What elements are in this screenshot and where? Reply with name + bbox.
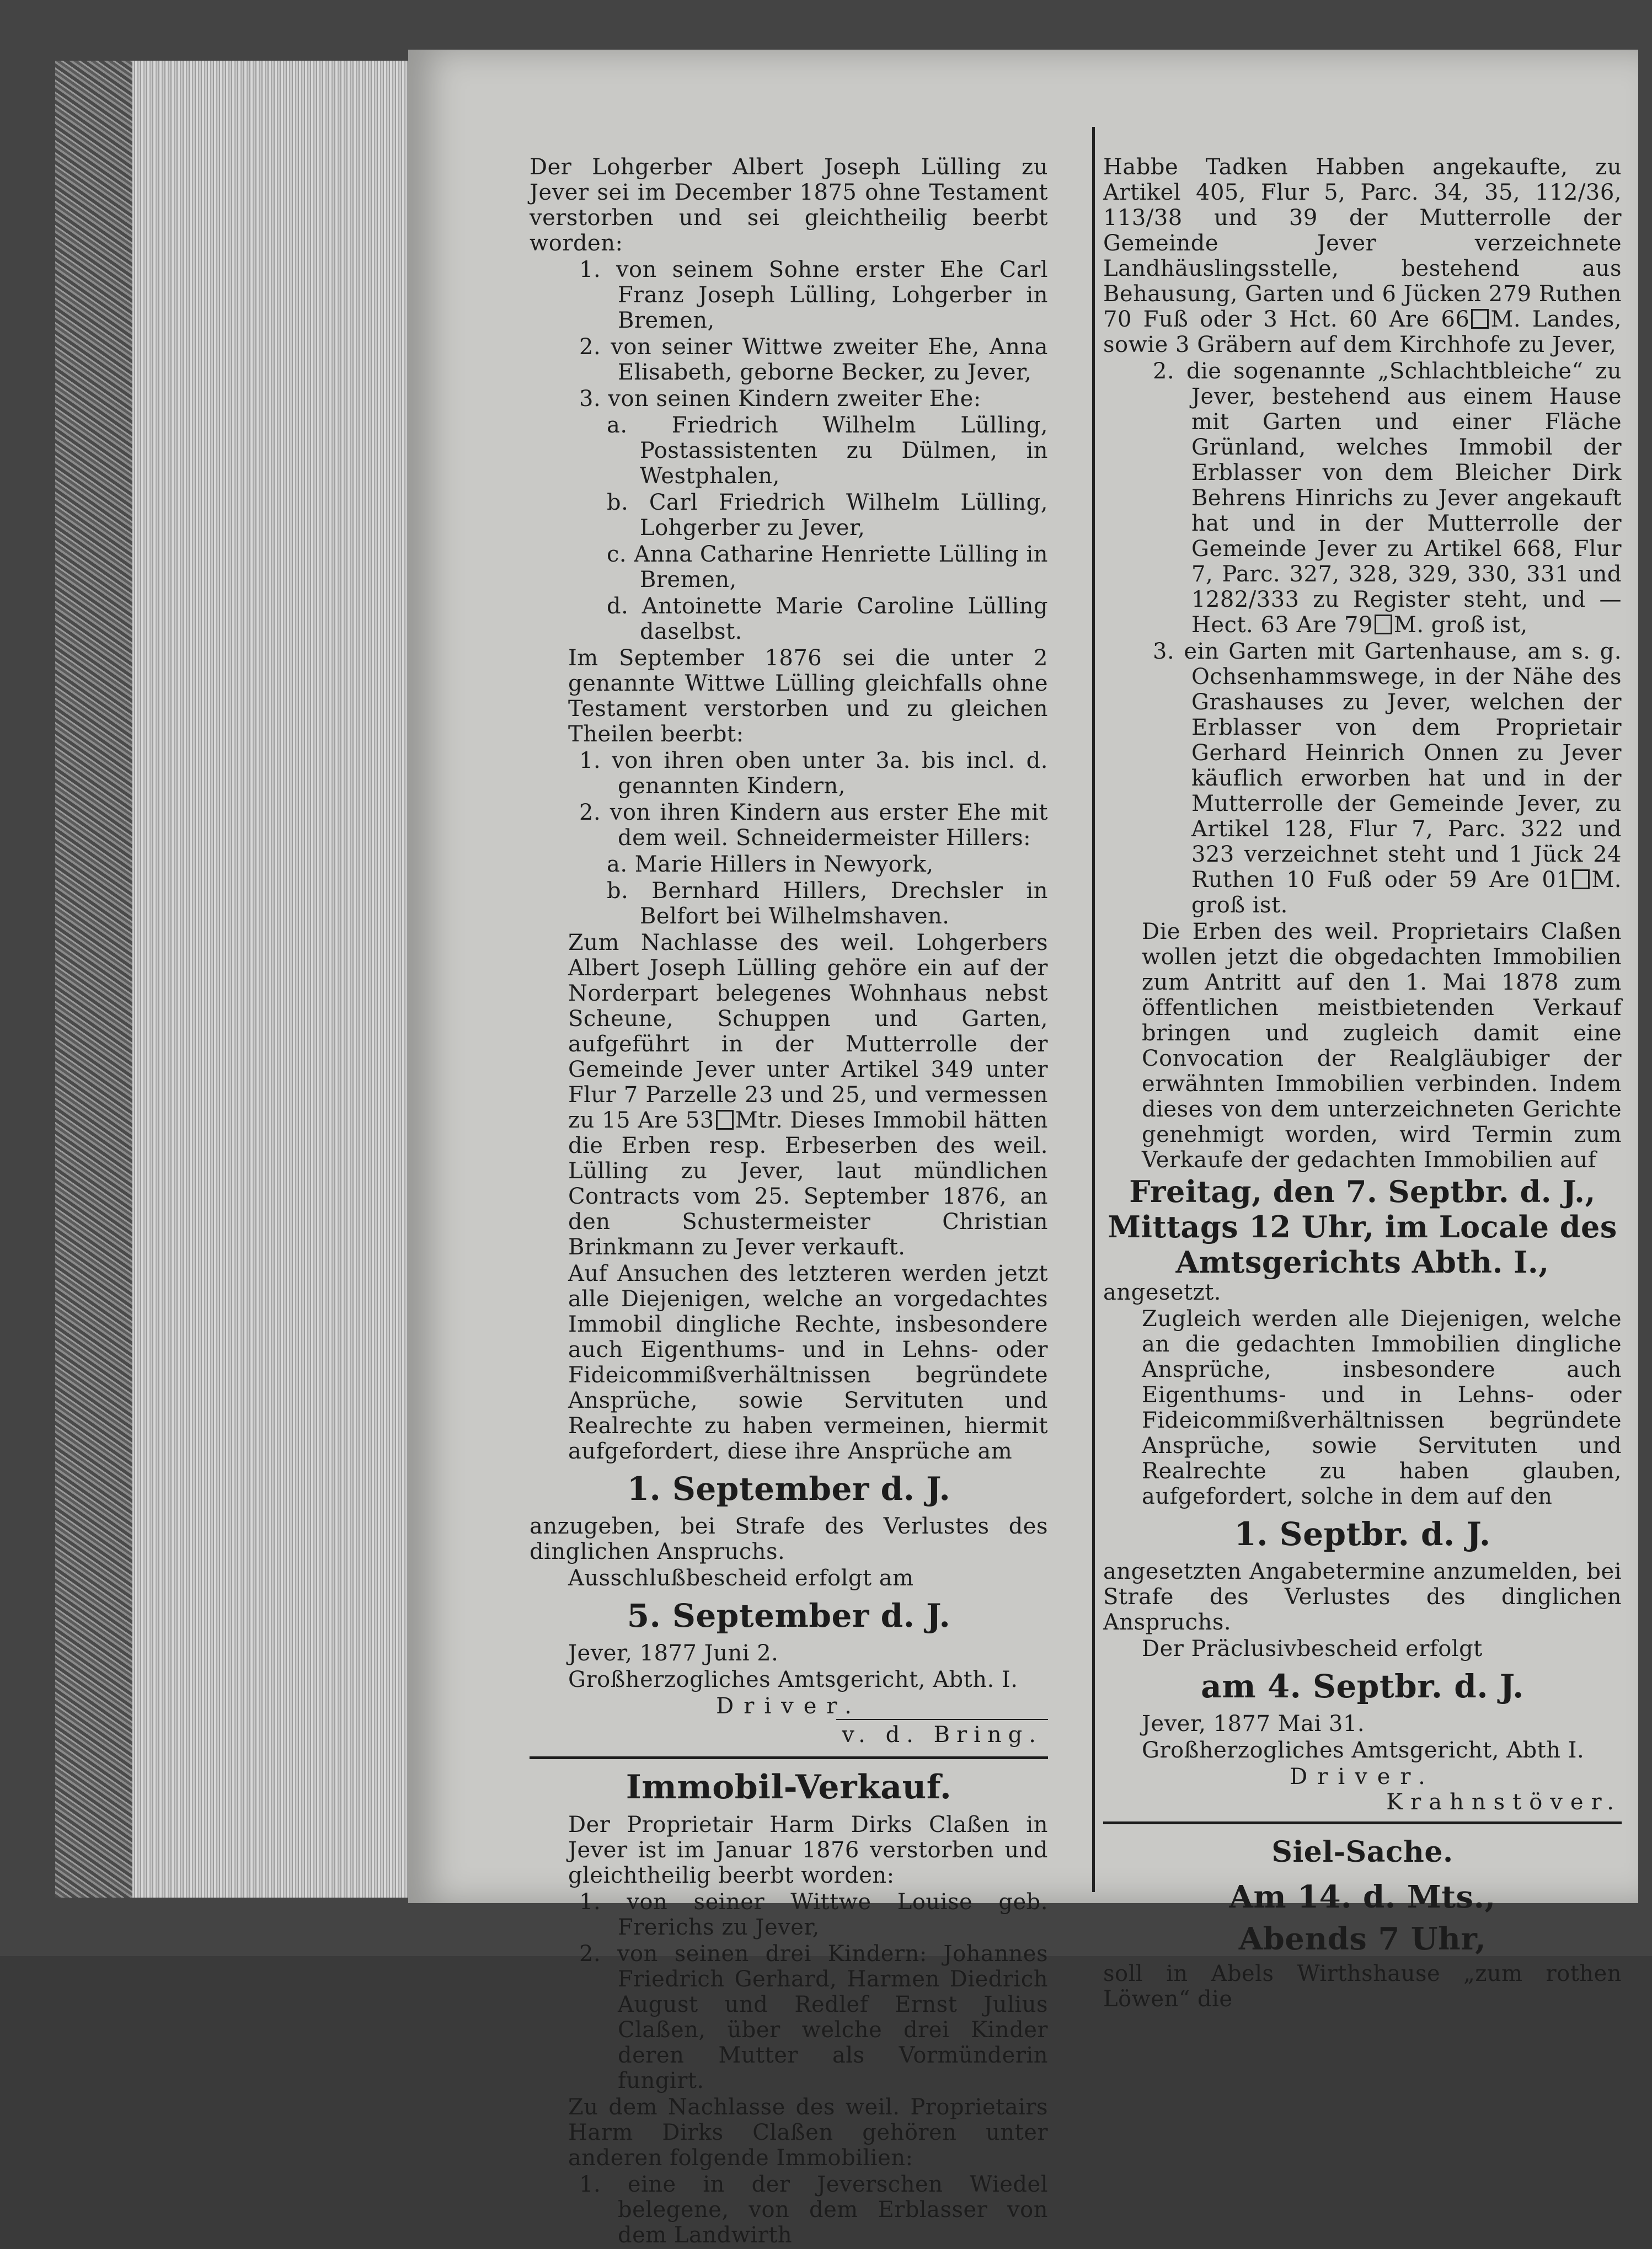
page-stack-edges [132,61,410,1898]
preclusion-paragraph: Der Präclusivbescheid erfolgt [1142,1636,1483,1662]
section-rule-2 [1103,1821,1622,1824]
preclusion-date: am 4. Septbr. d. J. [1201,1668,1524,1705]
place-date-2: Jever, 1877 Mai 31. [1142,1711,1365,1737]
sale-paragraph: Der Proprietair Harm Dirks Claßen in Jever ist im Januar 1876 verstorben und gleichtheilig beerbt worden: [568,1812,1048,1888]
square-meter-icon [1375,615,1392,634]
item1-text-cont: M. Landes, sowie 3 Gräbern auf dem Kirchhofe zu Jever, [1103,307,1622,357]
penalty-paragraph: anzugeben, bei Strafe des Verlustes des dinglichen Anspruchs. [530,1514,1048,1564]
notice-intro: Der Lohgerber Albert Joseph Lülling zu Jever sei im December 1875 ohne Testament verstorben und sei gleichtheilig beerbt worden: [530,154,1048,256]
right-column [1103,154,1622,2013]
signer-2: Driver. [1290,1764,1435,1789]
widow-heir-2: 2. von ihren Kindern aus erster Ehe mit dem weil. Schneidermeister Hillers: [579,800,1048,851]
item2-text: 2. die sogenannte „Schlachtbleiche“ zu Jever, bestehend aus einem Hause mit Garten und einer Fläche Grünland, welches Immobil der Erblasser von dem Bleicher Dirk Behrens Hinrichs zu Jever angekauft hat und in der Mutterrolle der Gemeinde Jever zu Artikel 668, Flur 7, Parc. 327, 328, 329, 330, 331 und 1282/333 zu Register steht, und — Hect. 63 Are 79 [1153,359,1622,638]
sale-heir-2: 2. von seinen drei Kindern: Johannes Friedrich Gerhard, Harmen Diedrich August und Redlef Ernst Julius Claßen, über welche drei Kinder deren Mutter als Vormünderin fungirt. [579,1941,1048,2093]
child-a: a. Friedrich Wilhelm Lülling, Postassistenten zu Dülmen, in Westphalen, [607,413,1048,489]
widow-child-b: b. Bernhard Hillers, Drechsler in Belfort bei Wilhelmshaven. [607,878,1048,929]
clerk-1: v. d. Bring. [836,1719,1048,1750]
request-paragraph: Auf Ansuchen des letzteren werden jetzt alle Diejenigen, welche an vorgedachtes Immobil dingliche Rechte, insbesondere auch Eigenthums- und in Lehns- oder Fideicommißverhältnissen begründete Ansprüche, sowie Servituten und Realrechte zu haben vermeinen, hiermit aufgefordert, diese ihre Ansprüche am [568,1261,1048,1464]
angesetzt: angesetzt. [1103,1280,1222,1305]
deadline-paragraph: angesetzten Angabetermine anzumelden, bei Strafe des Verlustes des dinglichen Anspruchs. [1103,1559,1622,1635]
ruling-date: 5. September d. J. [627,1597,951,1634]
siel-text: soll in Abels Wirthshause „zum rothen Löwen“ die [1103,1961,1622,2012]
siel-time: Abends 7 Uhr, [1238,1921,1487,1957]
sale-item-2 [1103,359,1622,638]
widow-paragraph: Im September 1876 sei die unter 2 genannte Wittwe Lülling gleichfalls ohne Testament verstorben und zu gleichen Theilen beerbt: [568,645,1048,747]
termin-line-2: Mittags 12 Uhr, im Locale des [1108,1209,1617,1244]
ruling-paragraph: Ausschlußbescheid erfolgt am [568,1566,914,1591]
item2-text-cont: M. groß ist, [1393,612,1528,638]
estate-paragraph [530,930,1048,1260]
place-date-1: Jever, 1877 Juni 2. [568,1641,779,1666]
child-d: d. Antoinette Marie Caroline Lülling daselbst. [607,594,1048,644]
heirs-want-paragraph: Die Erben des weil. Proprietairs Claßen wollen jetzt die obgedachten Immobilien zum Antritt auf den 1. Mai 1878 zum öffentlichen meistbietenden Verkauf bringen und zugleich damit eine Convocation der Realgläubiger der erwähnten Immobilien verbinden. Indem dieses von dem unterzeichneten Gerichte genehmigt worden, wird Termin zum Verkaufe der gedachten Immobilien auf [1142,919,1622,1173]
child-c: c. Anna Catharine Henriette Lülling in Bremen, [607,542,1048,592]
signer-1: Driver. [716,1694,862,1719]
child-b: b. Carl Friedrich Wilhelm Lülling, Lohgerber zu Jever, [607,490,1048,541]
sale-heading: Immobil-Verkauf. [625,1768,952,1807]
section-rule-1 [530,1756,1048,1759]
book-cover-edge [55,61,135,1898]
deadline-date-2: 1. Septbr. d. J. [1234,1515,1491,1553]
termin-line-1: Freitag, den 7. Septbr. d. J., [1129,1174,1596,1209]
sale-item-3 [1103,639,1622,918]
square-meter-icon [1572,869,1590,889]
widow-heir-1: 1. von ihren oben unter 3a. bis incl. d. genannten Kindern, [579,748,1048,799]
estate-text: Zum Nachlasse des weil. Lohgerbers Albert Joseph Lülling gehöre ein auf der Norderpart belegenes Wohnhaus nebst Scheune, Schuppen und Garten, aufgeführt in der Mutterrolle der Gemeinde Jever unter Artikel 349 unter Flur 7 Parzelle 23 und 25, und vermessen zu 15 Are 53 [568,930,1048,1133]
court-name-2: Großherzogliches Amtsgericht, Abth I. [1142,1738,1585,1763]
square-meter-icon [716,1110,734,1130]
siel-heading: Siel-Sache. [1271,1835,1453,1869]
estate-text-cont: Mtr. Dieses Immobil hätten die Erben resp. Erbeserben des weil. Lülling zu Jever, laut mündlichen Contracts vom 25. September 1876, an den Schustermeister Christian Brinkmann zu Jever verkauft. [568,1108,1048,1260]
column-divider [1092,127,1095,1892]
clerk-2: Krahnstöver. [1386,1789,1622,1815]
sale-estate-paragraph: Zu dem Nachlasse des weil. Proprietairs Harm Dirks Claßen gehören unter anderen folgende Immobilien: [568,2095,1048,2171]
deadline-date-1: 1. September d. J. [627,1470,951,1508]
sale-item-1-start: 1. eine in der Jeverschen Wiedel belegene, von dem Erblasser von dem Landwirth [579,2172,1048,2248]
item3-text: 3. ein Garten mit Gartenhause, am s. g. Ochsenhammswege, in der Nähe des Grashauses zu Jever, welchen der Erblasser von dem Proprietair Gerhard Heinrich Onnen zu Jever käuflich erworben hat und in der Mutterrolle der Gemeinde Jever, zu Artikel 128, Flur 7, Parc. 322 und 323 verzeichnet steht und 1 Jück 24 Ruthen 10 Fuß oder 59 Are 01 [1153,639,1622,893]
widow-child-a: a. Marie Hillers in Newyork, [607,852,934,877]
court-name-1: Großherzogliches Amtsgericht, Abth. I. [568,1667,1018,1692]
termin-line-3: Amtsgerichts Abth. I., [1175,1244,1549,1280]
sale-item-1-cont [1103,154,1622,357]
sale-heir-1: 1. von seiner Wittwe Louise geb. Frerichs zu Jever, [579,1889,1048,1940]
heir-2: 2. von seiner Wittwe zweiter Ehe, Anna Elisabeth, geborne Becker, zu Jever, [579,334,1048,385]
siel-date: Am 14. d. Mts., [1229,1879,1496,1915]
heir-1: 1. von seinem Sohne erster Ehe Carl Franz Joseph Lülling, Lohgerber in Bremen, [579,257,1048,333]
heir-3: 3. von seinen Kindern zweiter Ehe: [579,386,981,412]
item1-text: Habbe Tadken Habben angekaufte, zu Artikel 405, Flur 5, Parc. 34, 35, 112/36, 113/38 und 39 der Mutterrolle der Gemeinde Jever verzeichnete Landhäuslingsstelle, bestehend aus Behausung, Garten und 6 Jücken 279 Ruthen 70 Fuß oder 3 Hct. 60 Are 66 [1103,154,1622,332]
item3-text-cont: M. groß ist. [1191,867,1622,918]
clerk-line-1 [530,1719,1048,1750]
left-column [530,154,1048,2249]
call-paragraph: Zugleich werden alle Diejenigen, welche an die gedachten Immobilien dingliche Ansprüche, insbesondere auch Eigenthums- und in Lehns- oder Fideicommißverhältnissen begründete Ansprüche, sowie Servituten und Realrechte zu haben glauben, aufgefordert, solche in dem auf den [1142,1306,1622,1509]
square-meter-icon [1471,309,1489,329]
